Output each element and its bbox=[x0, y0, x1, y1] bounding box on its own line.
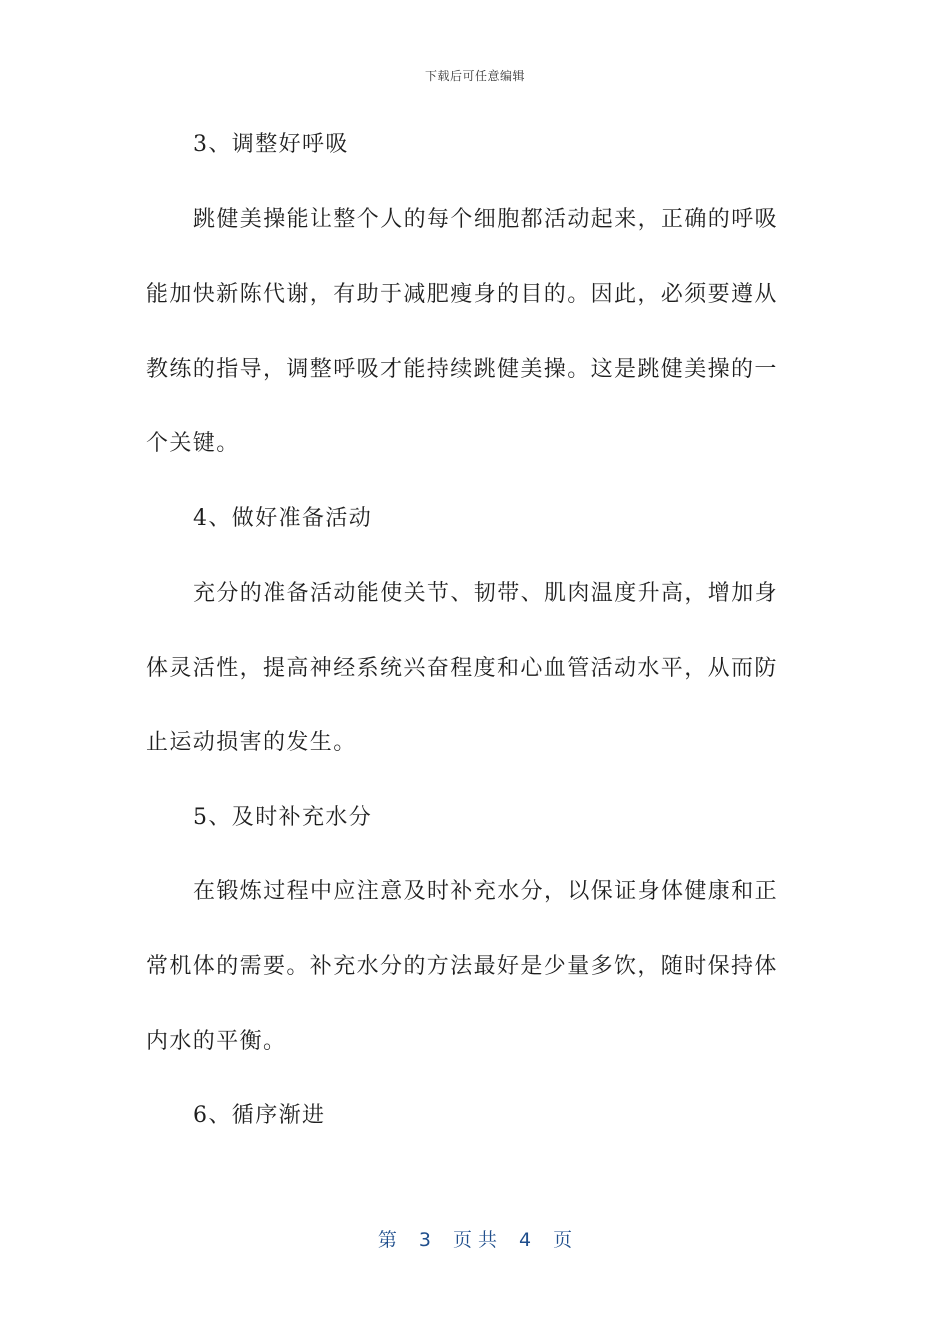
footer-current-page: 3 bbox=[418, 1229, 431, 1251]
paragraph-3-line-1: 跳健美操能让整个人的每个细胞都活动起来，正确的呼吸 bbox=[193, 207, 779, 232]
section-heading-4: 4、做好准备活动 bbox=[193, 506, 373, 531]
footer-prefix: 第 bbox=[377, 1229, 397, 1251]
paragraph-5-line-1: 在锻炼过程中应注意及时补充水分，以保证身体健康和正 bbox=[193, 879, 779, 904]
paragraph-3-line-4: 个关键。 bbox=[146, 431, 240, 456]
section-heading-3: 3、调整好呼吸 bbox=[193, 132, 349, 157]
section-heading-5: 5、及时补充水分 bbox=[193, 805, 373, 830]
footer-middle: 页 共 bbox=[452, 1229, 498, 1251]
paragraph-3-line-2: 能加快新陈代谢，有助于减肥瘦身的目的。因此，必须要遵从 bbox=[146, 282, 778, 307]
paragraph-4-line-3: 止运动损害的发生。 bbox=[146, 730, 357, 755]
footer-suffix: 页 bbox=[553, 1229, 573, 1251]
paragraph-5-line-2: 常机体的需要。补充水分的方法最好是少量多饮，随时保持体 bbox=[146, 954, 778, 979]
page-footer bbox=[0, 1225, 950, 1252]
header-note: 下载后可任意编辑 bbox=[424, 69, 525, 83]
paragraph-3-line-3: 教练的指导，调整呼吸才能持续跳健美操。这是跳健美操的一 bbox=[146, 357, 778, 382]
paragraph-4-line-1: 充分的准备活动能使关节、韧带、肌肉温度升高，增加身 bbox=[193, 581, 779, 606]
paragraph-4-line-2: 体灵活性，提高神经系统兴奋程度和心血管活动水平，从而防 bbox=[146, 656, 778, 681]
paragraph-5-line-3: 内水的平衡。 bbox=[146, 1029, 287, 1054]
section-heading-6: 6、循序渐进 bbox=[193, 1103, 326, 1128]
footer-total-pages: 4 bbox=[519, 1229, 532, 1251]
